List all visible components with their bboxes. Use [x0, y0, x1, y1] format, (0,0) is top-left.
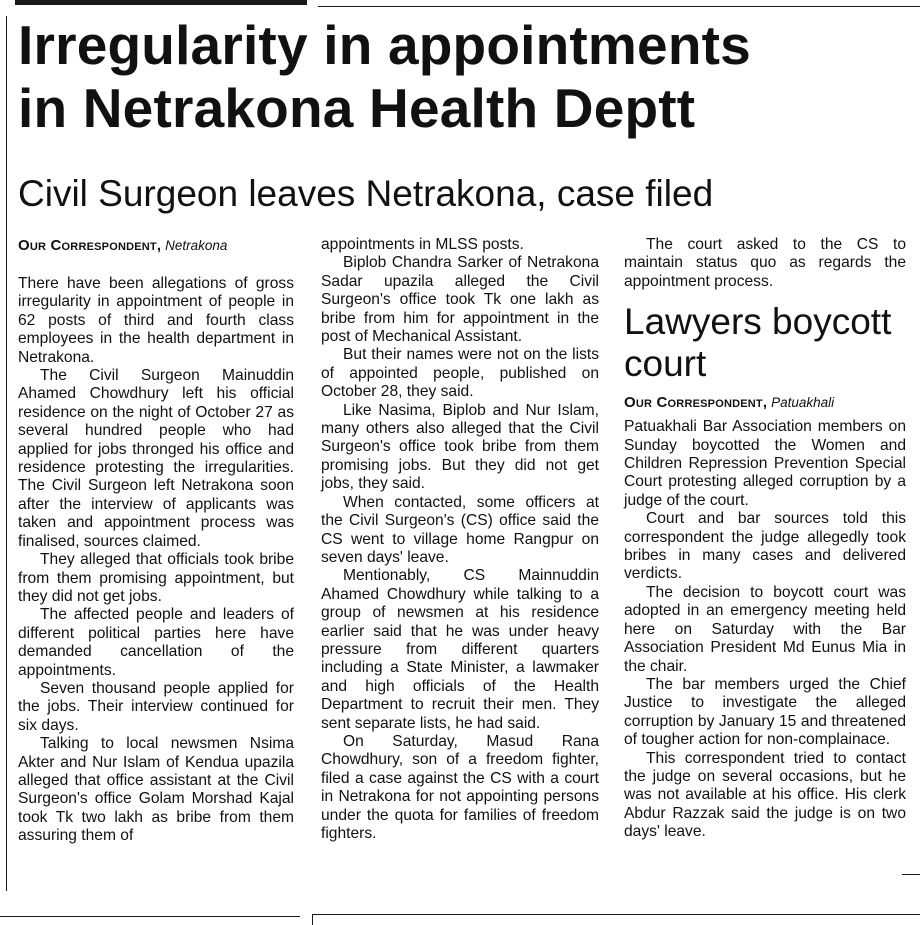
byline-place: Netrakona — [165, 238, 228, 253]
paragraph: The court asked to the CS to maintain status quo as regards the appointment process. — [624, 236, 906, 290]
byline — [18, 236, 294, 255]
deck: Civil Surgeon leaves Netrakona, case filed — [18, 173, 714, 214]
byline-name: Our Correspondent, — [18, 237, 162, 254]
paragraph: On Saturday, Masud Rana Chowdhury, son of a freedom fighter, filed a case against the CS with a court in Netrakona for not appointing persons under the quota for families of freedom fighters. — [321, 732, 599, 842]
paragraph: Like Nasima, Biplob and Nur Islam, many others also alleged that the Civil Surgeon's office took bribe from them promising jobs. But they did not get jobs, they said. — [321, 401, 599, 493]
paragraph: But their names were not on the lists of appointed people, published on October 28, they said. — [321, 346, 599, 401]
paragraph: Talking to local newsmen Nsima Akter and Nur Islam of Kendua upazila alleged that office assistant at the Civil Surgeon's office Golam Morshad Kajal took Tk two lakh as bribe from them assuring them of — [18, 735, 294, 845]
headline-line-1: Irregularity in appointments — [18, 14, 751, 76]
top-rule-thin — [318, 6, 920, 7]
paragraph: Mentionably, CS Mainnuddin Ahamed Chowdhury while talking to a group of newsmen at his residence earlier said that he was under heavy pressure from different quarters including a State Minister, a lawmaker and high officials of the Health Department to recruit their men. They sent separate lists, he had said. — [321, 567, 599, 732]
paragraph: The decision to boycott court was adopted in an emergency meeting held here on Saturday with the Bar Association President Md Eunus Mia in the chair. — [624, 583, 906, 675]
headline — [18, 14, 913, 140]
paragraph: Patuakhali Bar Association members on Sunday boycotted the Women and Children Repression Prevention Special Court protesting alleged corruption by a judge of the court. — [624, 418, 906, 509]
article-column-3 — [624, 236, 906, 842]
bottom-rule-tick — [312, 914, 313, 925]
paragraph: Court and bar sources told this correspondent the judge allegedly took bribes in many cases and delivered verdicts. — [624, 510, 906, 583]
paragraph: This correspondent tried to contact the judge on several occasions, but he was not available at his office. His clerk Abdur Razzak said the judge is on two days' leave. — [624, 749, 906, 841]
paragraph: There have been allegations of gross irregularity in appointment of people in 62 posts of third and fourth class employees in the health department in Netrakona. — [18, 275, 294, 366]
article-column-2 — [321, 236, 599, 843]
bottom-rule-right — [312, 914, 920, 915]
paragraph: Biplob Chandra Sarker of Netrakona Sadar upazila alleged the Civil Surgeon's office took Tk one lakh as bribe from him for appointment in the post of Mechanical Assistant. — [321, 254, 599, 346]
top-rule-thick — [15, 0, 307, 5]
headline-line-2: in Netrakona Health Deptt — [18, 77, 696, 139]
second-story-byline — [624, 393, 906, 412]
paragraph: The affected people and leaders of different political parties here have demanded cancellation of the appointments. — [18, 606, 294, 679]
article-column-1 — [18, 236, 294, 846]
second-story-headline: Lawyers boycott court — [624, 301, 892, 385]
bottom-rule-left — [0, 916, 300, 917]
right-edge-tick — [902, 874, 920, 875]
paragraph: They alleged that officials took bribe from them promising appointment, but they did not get jobs. — [18, 551, 294, 605]
paragraph: appointments in MLSS posts. — [321, 236, 524, 253]
paragraph: When contacted, some officers at the Civil Surgeon's (CS) office said the CS went to village home Rangpur on seven days' leave. — [321, 493, 599, 566]
paragraph: The bar members urged the Chief Justice to investigate the alleged corruption by January 15 and threatened of tougher action for non-complainace. — [624, 675, 906, 749]
paragraph: The Civil Surgeon Mainuddin Ahamed Chowdhury left his official residence on the night of October 27 as several hundred people who had applied for jobs thronged his office and residence protesting the irregularities. The Civil Surgeon left Netrakona soon after the interview of applicants was taken and appointment process was finalised, sources claimed. — [18, 367, 294, 550]
byline-place: Patuakhali — [771, 395, 835, 411]
byline-name: Our Correspondent, — [624, 394, 768, 412]
left-rule — [6, 16, 7, 891]
paragraph: Seven thousand people applied for the jobs. Their interview continued for six days. — [18, 679, 294, 734]
